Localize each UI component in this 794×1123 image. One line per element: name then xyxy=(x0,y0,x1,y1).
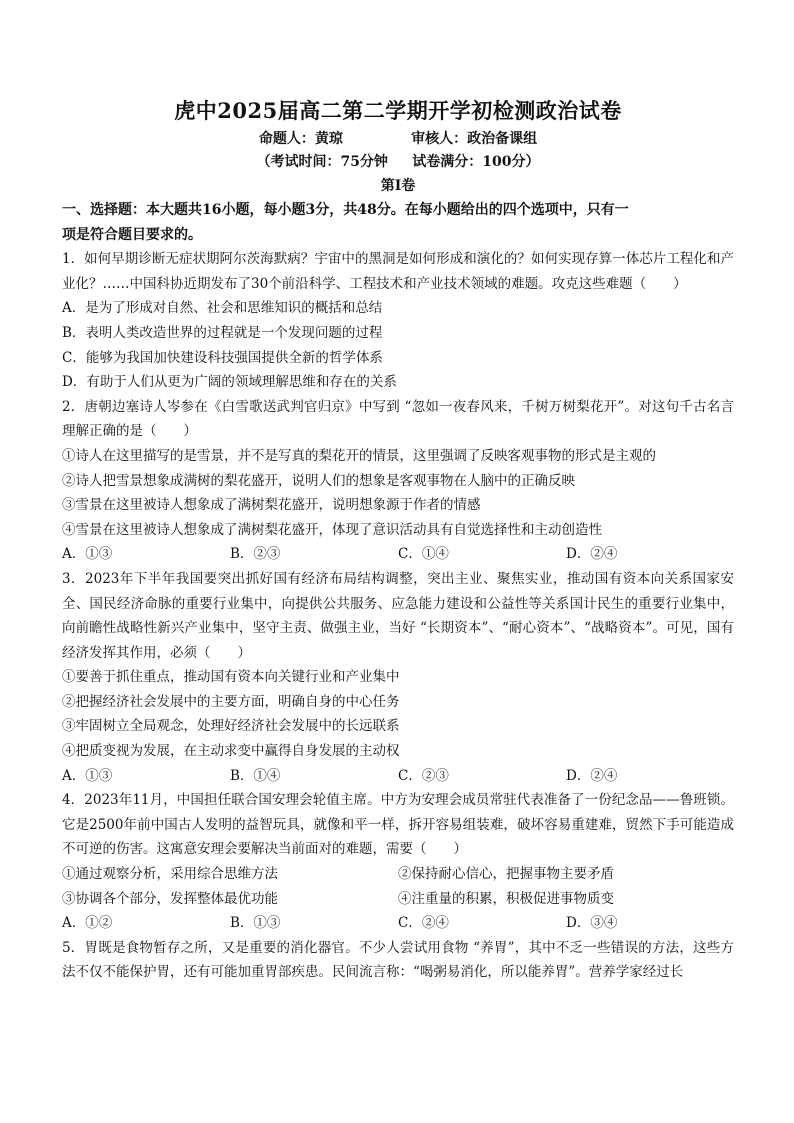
question-2-option-d: D．②④ xyxy=(566,546,618,563)
question-1-option-b: B．表明人类改造世界的过程就是一个发现问题的过程 xyxy=(62,324,383,341)
question-2-option-c: C．①④ xyxy=(398,546,449,563)
question-4-options xyxy=(62,911,734,936)
section-heading-line1: 一、选择题：本大题共16小题，每小题3分，共48分。在每小题给出的四个选项中，只有一 xyxy=(62,202,629,218)
question-4-option-d: D．③④ xyxy=(566,915,618,932)
question-3-options xyxy=(62,764,734,789)
question-3-option-b: B．①④ xyxy=(230,767,281,784)
question-4-items-row2 xyxy=(62,887,734,912)
question-1-option-c: C．能够为我国加快建设科技强国提供全新的哲学体系 xyxy=(62,349,383,366)
question-1-option-d: D．有助于人们从更为广阔的领域理解思维和存在的关系 xyxy=(62,374,397,391)
part-title: 第Ⅰ卷 xyxy=(380,178,416,194)
question-2-item-1: ①诗人在这里描写的是雪景，并不是写真的梨花开的情景，这里强调了反映客观事物的形式是主观的 xyxy=(62,447,656,464)
question-3-option-a: A．①③ xyxy=(62,767,113,784)
question-5-stem: 5．胃既是食物暂存之所，又是重要的消化器官。不少人尝试用食物 “养胃”，其中不乏一些错误的方法，这些方法不仅不能保护胃，还有可能加重胃部疾患。民间流言称：“喝粥易消化，所以能养胃”。营养学家经过长 xyxy=(62,939,734,981)
question-3-item-3: ③牢固树立全局观念，处理好经济社会发展中的长远联系 xyxy=(62,718,400,735)
question-3-item-1: ①要善于抓住重点，推动国有资本向关键行业和产业集中 xyxy=(62,669,400,686)
question-4-item-3: ③协调各个部分，发挥整体最优功能 xyxy=(62,890,278,907)
question-4-option-a: A．①② xyxy=(62,915,113,932)
question-1-option-a: A．是为了形成对自然、社会和思维知识的概括和总结 xyxy=(62,300,383,317)
exam-authors: 命题人：黄琼 审核人：政治备课组 xyxy=(258,131,538,147)
question-3-item-4: ④把质变视为发展，在主动求变中赢得自身发展的主动权 xyxy=(62,743,400,760)
question-4-option-c: C．②④ xyxy=(398,915,449,932)
exam-info: （考试时间：75分钟 试卷满分：100分） xyxy=(256,154,540,170)
question-2-option-a: A．①③ xyxy=(62,546,113,563)
question-3-option-c: C．②③ xyxy=(398,767,449,784)
question-3-stem: 3．2023年下半年我国要突出抓好国有经济布局结构调整，突出主业、聚焦实业，推动国有资本向关系国家安全、国民经济命脉的重要行业集中，向提供公共服务、应急能力建设和公益性等关系国计民生的重要行业集中，向前瞻性战略性新兴产业集中，坚守主责、做强主业，当好 “长期资本”、“耐心资本”、“战略资本”。可见，国有经济发挥其作用，必须（ ） xyxy=(62,570,734,661)
section-heading-line2: 项是符合题目要求的。 xyxy=(62,226,202,243)
question-4-option-b: B．①③ xyxy=(230,915,281,932)
question-1-stem: 1．如何早期诊断无症状期阿尔茨海默病？宇宙中的黑洞是如何形成和演化的？如何实现存算一体芯片工程化和产业化？……中国科协近期发布了30个前沿科学、工程技术和产业技术领域的难题。攻克这些难题（ ） xyxy=(62,251,734,292)
question-3-item-2: ②把握经济社会发展中的主要方面，明确自身的中心任务 xyxy=(62,693,400,710)
question-4-items-row1 xyxy=(62,862,734,887)
question-2-item-2: ②诗人把雪景想象成满树的梨花盛开，说明人们的想象是客观事物在人脑中的正确反映 xyxy=(62,472,575,489)
question-4-item-4: ④注重量的积累，积极促进事物质变 xyxy=(398,890,614,907)
question-2-item-3: ③雪景在这里被诗人想象成了满树梨花盛开，说明想象源于作者的情感 xyxy=(62,497,481,514)
question-4-item-1: ①通过观察分析，采用综合思维方法 xyxy=(62,866,278,883)
question-2-option-b: B．②③ xyxy=(230,546,281,563)
question-4-stem: 4．2023年11月，中国担任联合国安理会轮值主席。中方为安理会成员常驻代表准备了一份纪念品——鲁班锁。它是2500年前中国古人发明的益智玩具，就像和平一样，拆开容易组装难，破坏容易重建难，贸然下手可能造成不可逆的伤害。这寓意安理会要解决当前面对的难题，需要（ ） xyxy=(62,792,734,858)
question-2-item-4: ④雪景在这里被诗人想象成了满树梨花盛开，体现了意识活动具有自觉选择性和主动创造性 xyxy=(62,521,602,538)
question-2-stem: 2．唐朝边塞诗人岑参在《白雪歌送武判官归京》中写到 “忽如一夜春风来，千树万树梨花开”。对这句千古名言理解正确的是（ ） xyxy=(62,398,734,440)
exam-title: 虎中2025届高二第二学期开学初检测政治试卷 xyxy=(174,98,622,123)
question-4-item-2: ②保持耐心信心，把握事物主要矛盾 xyxy=(398,866,614,883)
exam-page xyxy=(62,96,734,985)
question-2-options xyxy=(62,542,734,567)
question-3-option-d: D．②④ xyxy=(566,767,618,784)
